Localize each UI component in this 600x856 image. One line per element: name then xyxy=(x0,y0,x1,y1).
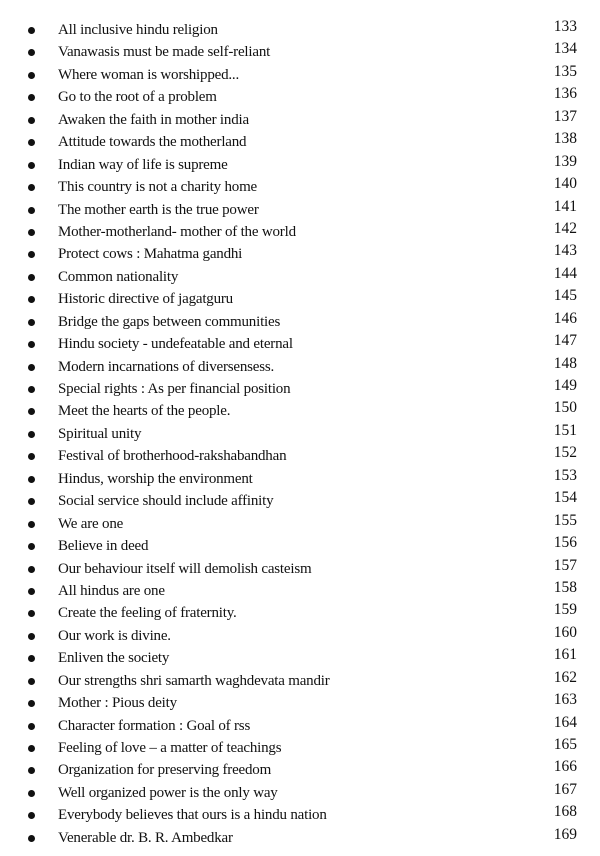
toc-entry-title: Enliven the society xyxy=(58,650,170,667)
toc-entry-title: The mother earth is the true power xyxy=(58,201,259,218)
bullet-icon xyxy=(28,543,35,550)
toc-entry xyxy=(0,221,600,243)
toc-entry-page-number: 162 xyxy=(553,668,577,686)
bullet-icon xyxy=(28,453,35,460)
toc-entry xyxy=(0,400,600,422)
bullet-icon xyxy=(28,723,35,730)
bullet-icon xyxy=(28,94,35,101)
toc-entry xyxy=(0,468,600,490)
bullet-icon xyxy=(28,27,35,34)
table-of-contents-list xyxy=(0,19,600,849)
toc-entry xyxy=(0,199,600,221)
toc-entry xyxy=(0,131,600,153)
bullet-icon xyxy=(28,476,35,483)
toc-entry xyxy=(0,737,600,759)
toc-entry-title: Protect cows : Mahatma gandhi xyxy=(58,246,243,263)
toc-entry-page-number: 164 xyxy=(553,713,577,731)
toc-entry-title: Attitude towards the motherland xyxy=(58,134,247,151)
bullet-icon xyxy=(28,117,35,124)
toc-entry-page-number: 161 xyxy=(553,646,577,664)
toc-entry-page-number: 142 xyxy=(553,219,577,237)
bullet-icon xyxy=(28,812,35,819)
toc-entry-title: Organization for preserving freedom xyxy=(58,762,272,779)
toc-entry-page-number: 154 xyxy=(553,489,577,507)
toc-entry-page-number: 168 xyxy=(553,803,577,821)
bullet-icon xyxy=(28,296,35,303)
bullet-icon xyxy=(28,251,35,258)
toc-entry xyxy=(0,647,600,669)
toc-entry xyxy=(0,266,600,288)
toc-entry-page-number: 151 xyxy=(553,421,577,439)
bullet-icon xyxy=(28,162,35,169)
toc-entry xyxy=(0,692,600,714)
toc-entry-title: Vanawasis must be made self-reliant xyxy=(58,44,271,61)
toc-entry-page-number: 159 xyxy=(553,601,577,619)
toc-entry-page-number: 144 xyxy=(553,264,577,282)
toc-entry-title: Meet the hearts of the people. xyxy=(58,403,231,420)
toc-entry xyxy=(0,378,600,400)
toc-entry-title: Character formation : Goal of rss xyxy=(58,717,251,734)
toc-entry-page-number: 156 xyxy=(553,534,577,552)
toc-entry-page-number: 135 xyxy=(553,62,577,80)
toc-entry xyxy=(0,86,600,108)
toc-entry-page-number: 167 xyxy=(553,780,577,798)
toc-entry-title: Go to the root of a problem xyxy=(58,89,217,106)
toc-entry-title: All inclusive hindu religion xyxy=(58,22,218,38)
toc-entry-title: Social service should include affinity xyxy=(58,493,274,510)
toc-entry-page-number: 169 xyxy=(553,825,577,843)
toc-entry-title: Our work is divine. xyxy=(58,627,171,644)
bullet-icon xyxy=(28,72,35,79)
toc-entry-title: Festival of brotherhood-rakshabandhan xyxy=(58,448,287,465)
bullet-icon xyxy=(28,229,35,236)
toc-entry-title: Special rights : As per financial position xyxy=(58,381,291,397)
toc-entry xyxy=(0,176,600,198)
toc-entry-title: Awaken the faith in mother india xyxy=(58,111,249,128)
bullet-icon xyxy=(28,588,35,595)
toc-entry xyxy=(0,445,600,467)
toc-entry xyxy=(0,782,600,804)
bullet-icon xyxy=(28,139,35,146)
toc-entry-title: Hindu society - undefeatable and eternal xyxy=(58,336,293,353)
toc-entry xyxy=(0,64,600,86)
toc-entry-page-number: 143 xyxy=(553,242,577,260)
bullet-icon xyxy=(28,566,35,573)
toc-entry-title: Venerable dr. B. R. Ambedkar xyxy=(58,829,233,846)
toc-entry-title: This country is not a charity home xyxy=(58,179,257,196)
toc-entry-title: We are one xyxy=(58,515,124,532)
toc-entry-title: Hindus, worship the environment xyxy=(58,470,253,487)
toc-entry-title: Bridge the gaps between communities xyxy=(58,313,281,330)
toc-entry-title: Everybody believes that ours is a hindu nation xyxy=(58,807,327,824)
toc-entry-page-number: 146 xyxy=(553,309,577,327)
toc-entry xyxy=(0,715,600,737)
toc-entry xyxy=(0,423,600,445)
toc-entry-page-number: 145 xyxy=(553,287,577,305)
bullet-icon xyxy=(28,364,35,371)
bullet-icon xyxy=(28,431,35,438)
toc-entry-title: Feeling of love – a matter of teachings xyxy=(58,740,282,756)
toc-entry xyxy=(0,827,600,849)
toc-entry-page-number: 141 xyxy=(553,197,577,215)
toc-entry-page-number: 165 xyxy=(553,736,577,753)
toc-entry-page-number: 147 xyxy=(553,332,577,350)
bullet-icon xyxy=(28,184,35,191)
bullet-icon xyxy=(28,498,35,505)
toc-entry xyxy=(0,670,600,692)
toc-entry-page-number: 163 xyxy=(553,691,577,709)
toc-entry xyxy=(0,535,600,557)
bullet-icon xyxy=(28,745,35,752)
bullet-icon xyxy=(28,835,35,842)
bullet-icon xyxy=(28,207,35,214)
toc-entry xyxy=(0,580,600,602)
toc-entry xyxy=(0,154,600,176)
toc-entry-page-number: 148 xyxy=(553,354,577,372)
toc-entry xyxy=(0,490,600,512)
toc-entry-page-number: 138 xyxy=(553,130,577,148)
toc-entry-page-number: 160 xyxy=(553,623,577,641)
toc-entry-page-number: 139 xyxy=(553,152,577,170)
bullet-icon xyxy=(28,767,35,774)
bullet-icon xyxy=(28,49,35,56)
bullet-icon xyxy=(28,790,35,797)
bullet-icon xyxy=(28,408,35,415)
toc-entry-page-number: 136 xyxy=(553,85,577,103)
toc-entry-page-number: 149 xyxy=(553,377,577,394)
bullet-icon xyxy=(28,610,35,617)
toc-entry-page-number: 155 xyxy=(553,511,577,529)
toc-entry-title: Mother-motherland- mother of the world xyxy=(58,223,296,240)
toc-entry-title: Our strengths shri samarth waghdevata mandir xyxy=(58,672,330,689)
bullet-icon xyxy=(28,319,35,326)
toc-entry-title: Indian way of life is supreme xyxy=(58,156,228,173)
toc-entry-page-number: 134 xyxy=(553,40,577,58)
toc-entry-title: Where woman is worshipped... xyxy=(58,66,240,83)
toc-entry xyxy=(0,759,600,781)
toc-entry-page-number: 140 xyxy=(553,175,577,193)
toc-entry xyxy=(0,109,600,131)
toc-entry-page-number: 150 xyxy=(553,399,577,417)
bullet-icon xyxy=(28,386,35,393)
toc-entry-title: Mother : Pious deity xyxy=(58,695,177,712)
toc-entry-title: Historic directive of jagatguru xyxy=(58,291,233,308)
toc-entry-page-number: 152 xyxy=(553,444,577,462)
bullet-icon xyxy=(28,678,35,685)
toc-entry-title: Believe in deed xyxy=(58,538,149,555)
toc-entry xyxy=(0,243,600,265)
toc-entry xyxy=(0,311,600,333)
toc-entry xyxy=(0,558,600,580)
toc-entry xyxy=(0,356,600,378)
bullet-icon xyxy=(28,655,35,662)
toc-entry-page-number: 137 xyxy=(553,107,577,125)
toc-entry xyxy=(0,513,600,535)
toc-entry-title: Modern incarnations of diversensess. xyxy=(58,358,275,375)
toc-entry-title: Well organized power is the only way xyxy=(58,784,278,801)
toc-entry xyxy=(0,41,600,63)
toc-entry xyxy=(0,288,600,310)
toc-entry-title: Our behaviour itself will demolish casteism xyxy=(58,560,312,577)
bullet-icon xyxy=(28,341,35,348)
toc-entry xyxy=(0,625,600,647)
toc-entry xyxy=(0,19,600,41)
bullet-icon xyxy=(28,700,35,707)
toc-entry-page-number: 133 xyxy=(553,18,577,35)
toc-entry-page-number: 158 xyxy=(553,578,577,596)
toc-entry-page-number: 153 xyxy=(553,466,577,484)
toc-entry-title: Create the feeling of fraternity. xyxy=(58,605,237,622)
toc-entry-title: Common nationality xyxy=(58,268,179,285)
bullet-icon xyxy=(28,633,35,640)
toc-entry-title: Spiritual unity xyxy=(58,425,142,442)
toc-entry xyxy=(0,602,600,624)
bullet-icon xyxy=(28,521,35,528)
toc-entry-page-number: 157 xyxy=(553,556,577,574)
bullet-icon xyxy=(28,274,35,281)
toc-entry-page-number: 166 xyxy=(553,758,577,776)
toc-entry xyxy=(0,804,600,826)
toc-entry xyxy=(0,333,600,355)
toc-entry-title: All hindus are one xyxy=(58,582,165,599)
